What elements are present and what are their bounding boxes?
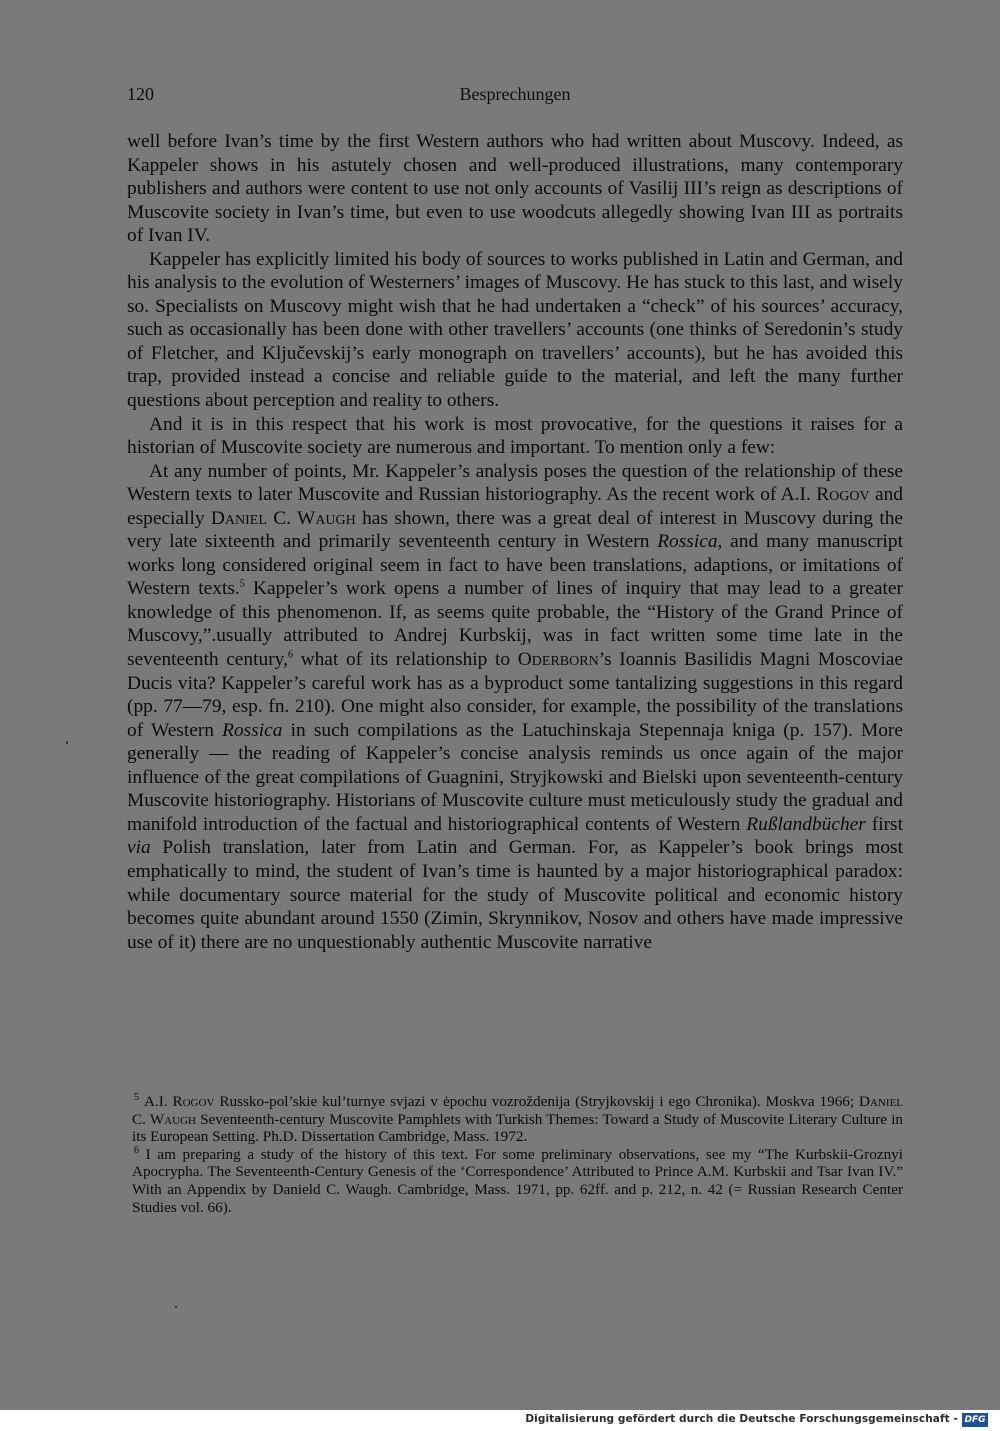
italic-term-via: via xyxy=(127,837,151,859)
text-segment: Polish translation, later from Latin and German. For, as Kappeler’s book brings most emphatically to mind, the student of Ivan’s time is haunted by a major historiographical paradox: while documentary source material for the study of Muscovite political and economic history becomes quite abundant around 1550 (Zimin, Skrynnikov, Nosov and others have made impressive use of it) there are no unquestionably authentic Muscovite narrative xyxy=(127,837,903,953)
paragraph-3: And it is in this respect that his work is most provocative, for the questions it raises for a historian of Muscovite society are numerous and important. To mention only a few: xyxy=(127,413,903,459)
running-head: Besprechungen xyxy=(459,84,571,104)
page-header xyxy=(127,84,903,110)
paragraph-1: well before Ivan’s time by the first Western authors who had written about Muscovy. Indeed, as Kappeler shows in his astutely chosen and well-produced illustrations, many contemporary publishers and authors were content to use not only accounts of Vasilij III’s reign as descriptions of Muscovite society in Ivan’s time, but even to use woodcuts allegedly showing Ivan III as portraits of Ivan IV. xyxy=(127,131,903,247)
page-number: 120 xyxy=(127,84,154,104)
footnotes xyxy=(132,1093,903,1216)
text-segment: Kappeler’s work opens a number of lines of inquiry that may lead to a greater knowledge of this phenomenon. If, as seems quite probable, the “History of the Grand Prince of Muscovy,”.usually attributed to Andrej Kurbskij, was in fact written some time late in the seventeenth century, xyxy=(127,578,903,671)
footnote-5 xyxy=(132,1093,903,1146)
italic-term-rossica: Rossica xyxy=(657,531,718,553)
footnote-text: I am preparing a study of the history of this text. For some preliminary observations, see my “The Kurbskii-Groznyi Apocrypha. The Seventeenth-Century Genesis of the ‘Correspondence’ Attributed to Prince A.M. Kurbskii and Tsar Ivan IV.” With an Appendix by Danield C. Waugh. Cambridge, Mass. 1971, pp. 62ff. and p. 212, n. 42 (= Russian Research Center Studies vol. 66). xyxy=(132,1145,903,1216)
footnote-ref-6[interactable]: 6 xyxy=(287,649,293,661)
footnote-author: Daniel C. Waugh xyxy=(132,1093,904,1128)
footnote-6 xyxy=(132,1146,903,1216)
text-segment: has shown, there was a great deal of interest in Muscovy during the very late sixteenth and primarily seventeenth century in Western xyxy=(127,507,904,553)
text-segment: first xyxy=(865,813,903,835)
scan-speck xyxy=(66,741,68,744)
author-name-oderborn: Oderborn xyxy=(517,649,599,671)
footnote-mark: 5 xyxy=(134,1091,139,1103)
footnote-ref-5[interactable]: 5 xyxy=(239,578,245,590)
footnote-text: Seventeenth-century Muscovite Pamphlets with Turkish Themes: Toward a Study of Muscovite Literary Culture in its European Setting. Ph.D. Dissertation Cambridge, Mass. 1972. xyxy=(132,1110,904,1146)
italic-term-russlandbuecher: Rußlandbücher xyxy=(746,813,866,835)
digitization-footer xyxy=(0,1410,1000,1431)
text-segment: , and many manuscript works long considered original seem in fact to have been translations, adaptions, or imitations of Western texts. xyxy=(127,531,903,600)
text-segment: in such compilations as the Latuchinskaja Stepennaja kniga (p. 157). More generally — the reading of Kappeler’s concise analysis reminds us once again of the major influence of the great compilations of Guagnini, Stryjkowski and Bielski upon seventeenth-century Muscovite historiography. Historians of Muscovite culture must meticulously study the gradual and manifold introduction of the factual and historiographical contents of Western xyxy=(127,719,903,835)
text-segment: and especially xyxy=(127,484,903,529)
text-segment: At any number of points, Mr. Kappeler’s analysis poses the question of the relationship of these Western texts to later Muscovite and Russian historiography. As the recent work of A.I. xyxy=(127,460,903,506)
text-segment: ’s Ioannis Basilidis Magni Moscoviae Ducis vita? Kappeler’s careful work has as a byproduct some tantalizing suggestions in this regard (pp. 77—79, esp. fn. 210). One might also consider, for example, the possibility of the translations of Western xyxy=(127,649,903,741)
author-name-rogov: Rogov xyxy=(816,484,870,506)
author-name-waugh: Daniel C. Waugh xyxy=(210,507,356,529)
paragraph-2: Kappeler has explicitly limited his body of sources to works published in Latin and German, and his analysis to the evolution of Westerners’ images of Muscovy. He has stuck to this last, and wisely so. Specialists on Muscovy might wish that he had undertaken a “check” of his sources’ accuracy, such as occasionally has been done with other travellers’ accounts (one thinks of Seredonin’s study of Fletcher, and Ključevskij’s early monograph on travellers’ accounts), but he has avoided this trap, provided instead a concise and reliable guide to the material, and left the many further questions about perception and reality to others. xyxy=(127,248,903,412)
footnote-text: Russko-pol’skie kul’turnye svjazi v ėpochu vozroždenija (Stryjkovskij i ego Chronika). Moskva 1966; xyxy=(214,1093,860,1110)
footnote-mark: 6 xyxy=(134,1144,139,1156)
dfg-logo-icon: DFG xyxy=(962,1413,988,1427)
italic-term-rossica: Rossica xyxy=(222,719,283,741)
paragraph-4 xyxy=(127,460,903,954)
funding-credit: Digitalisierung gefördert durch die Deutsche Forschungsgemeinschaft - xyxy=(525,1413,958,1425)
footnote-author: A.I. Rogov xyxy=(143,1093,215,1110)
scan-speck xyxy=(175,1306,177,1308)
text-segment: what of its relationship to xyxy=(292,649,518,671)
main-text xyxy=(127,130,903,954)
